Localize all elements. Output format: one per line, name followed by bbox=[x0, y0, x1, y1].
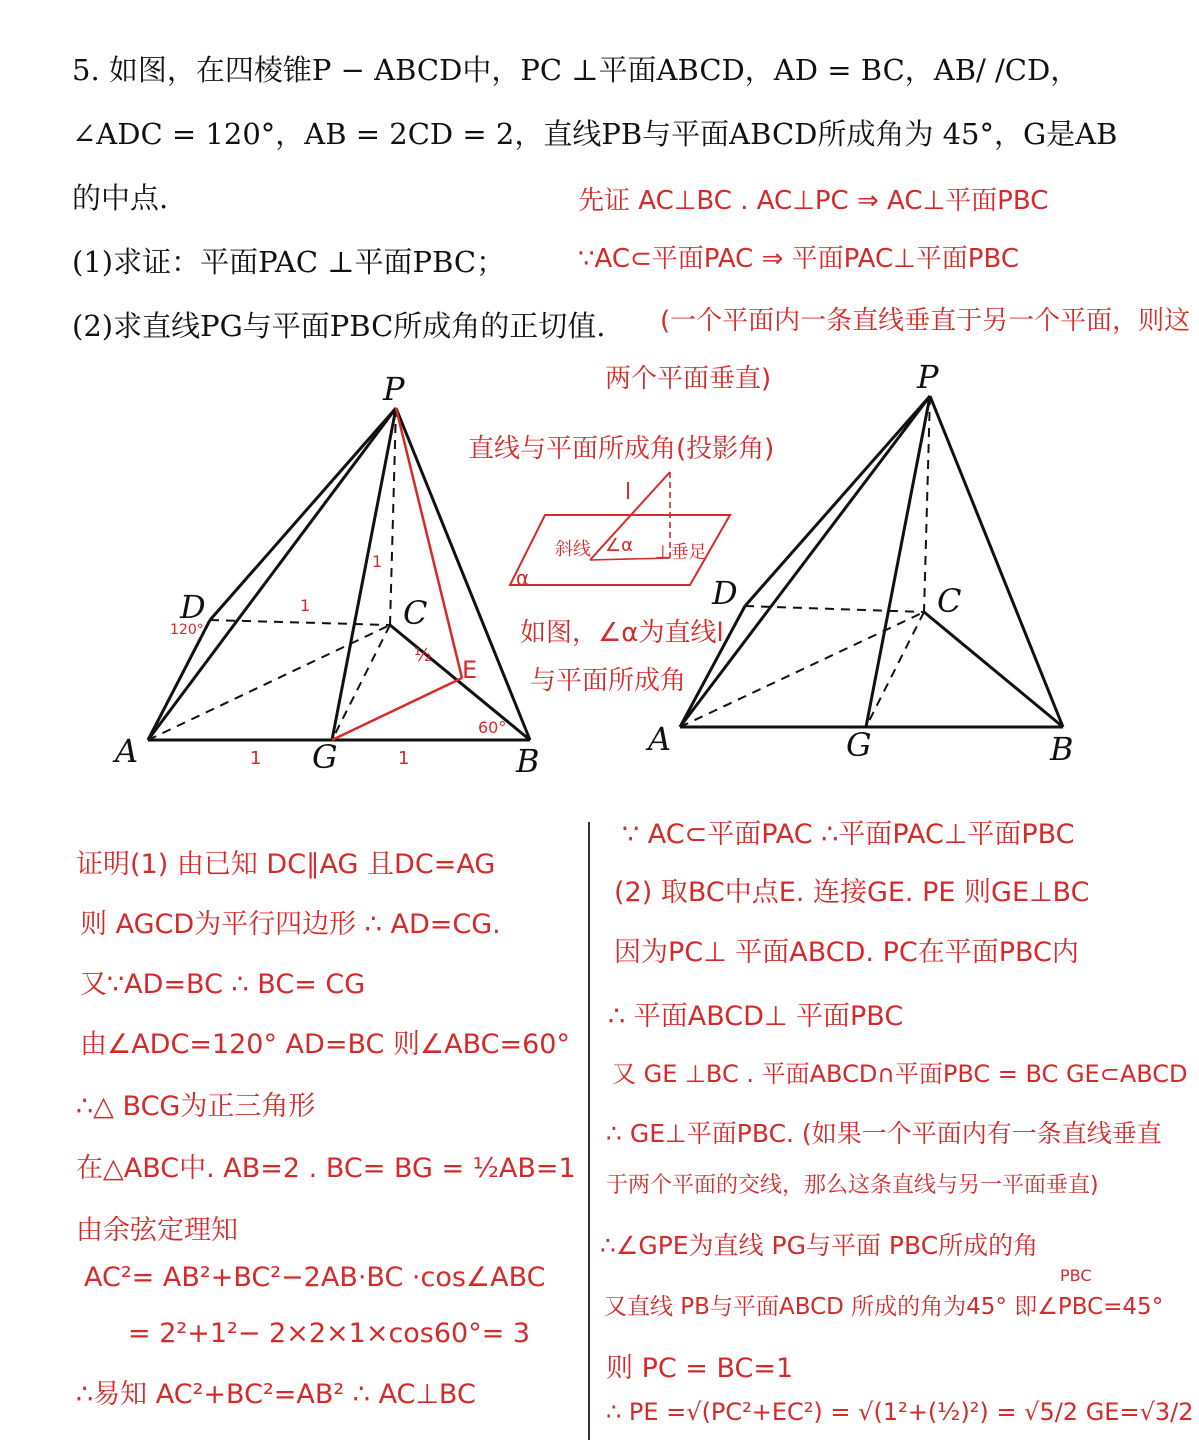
annot-half: ½ bbox=[414, 645, 432, 666]
problem-part-1: (1)求证：平面PAC ⊥平面PBC； bbox=[72, 245, 506, 279]
sketch-label-plane: α bbox=[516, 566, 530, 590]
annot-ag-1: 1 bbox=[250, 748, 262, 769]
label-C-right: C bbox=[937, 582, 962, 620]
sketch-label-perp: ⊥垂足 bbox=[655, 542, 707, 563]
sol-right-1: ∵ AC⊂平面PAC ∴平面PAC⊥平面PBC bbox=[622, 819, 1075, 850]
sol-left-10: ∴易知 AC²+BC²=AB² ∴ AC⊥BC bbox=[76, 1379, 476, 1410]
sol-left-8: AC²= AB²+BC²−2AB·BC ·cos∠ABC bbox=[84, 1262, 546, 1293]
label-P-left: P bbox=[383, 370, 405, 408]
sol-left-4: 由∠ADC=120° AD=BC 则∠ABC=60° bbox=[80, 1029, 570, 1060]
annot-pc-1: 1 bbox=[372, 552, 383, 571]
sol-right-2: (2) 取BC中点E. 连接GE. PE 则GE⊥BC bbox=[614, 877, 1090, 908]
sol-right-5: 又 GE ⊥BC . 平面ABCD∩平面PBC = BC GE⊂ABCD bbox=[612, 1060, 1188, 1088]
problem-line-1: 5. 如图，在四棱锥P − ABCD中，PC ⊥平面ABCD，AD = BC，AB/ /CD， bbox=[72, 53, 1080, 87]
sol-right-7: 于两个平面的交线，那么这条直线与另一平面垂直) bbox=[606, 1173, 1099, 1198]
pyramid-figure-left bbox=[0, 0, 600, 800]
sketch-label-slant: 斜线 bbox=[555, 539, 591, 560]
sol-right-9-sup: PBC bbox=[1060, 1266, 1092, 1285]
label-E-left: E bbox=[462, 656, 478, 684]
sol-right-11: ∴ PE =√(PC²+EC²) = √(1²+(½)²) = √5/2 GE=√3/2 bbox=[606, 1398, 1194, 1426]
sol-right-8: ∴∠GPE为直线 PG与平面 PBC所成的角 bbox=[600, 1231, 1039, 1260]
annot-120: 120° bbox=[170, 622, 204, 638]
label-P-right: P bbox=[917, 358, 939, 396]
sol-left-3: 又∵AD=BC ∴ BC= CG bbox=[80, 969, 366, 1000]
sol-right-3: 因为PC⊥ 平面ABCD. PC在平面PBC内 bbox=[614, 937, 1079, 968]
label-G-right: G bbox=[846, 726, 872, 764]
note-angle-def: 直线与平面所成角(投影角) bbox=[468, 434, 775, 464]
pyramid-figure-right bbox=[600, 0, 1199, 800]
label-G-left: G bbox=[312, 738, 338, 776]
note-theorem-2: 两个平面垂直) bbox=[605, 364, 772, 394]
note-angle-desc-2: 与平面所成角 bbox=[530, 666, 687, 696]
label-A-right: A bbox=[648, 720, 672, 758]
column-divider bbox=[588, 822, 590, 1440]
annot-dc-1: 1 bbox=[300, 596, 311, 615]
label-D-right: D bbox=[712, 574, 738, 612]
sol-left-1: 证明(1) 由已知 DC∥AG 且DC=AG bbox=[76, 849, 496, 880]
sketch-label-l: l bbox=[625, 480, 632, 505]
annot-60: 60° bbox=[478, 718, 507, 737]
problem-line-3: 的中点. bbox=[72, 181, 169, 215]
problem-line-2: ∠ADC = 120°，AB = 2CD = 2，直线PB与平面ABCD所成角为 45°，G是AB bbox=[72, 117, 1118, 151]
note-prove-ac-perp: 先证 AC⊥BC . AC⊥PC ⇒ AC⊥平面PBC bbox=[578, 186, 1049, 216]
label-A-left: A bbox=[115, 732, 139, 770]
sol-left-7: 由余弦定理知 bbox=[76, 1215, 238, 1246]
sol-left-5: ∴△ BCG为正三角形 bbox=[76, 1091, 316, 1122]
sol-right-6: ∴ GE⊥平面PBC. (如果一个平面内有一条直线垂直 bbox=[606, 1119, 1162, 1148]
sol-left-2: 则 AGCD为平行四边形 ∴ AD=CG. bbox=[80, 909, 501, 940]
label-C-left: C bbox=[403, 594, 428, 632]
note-plane-perp: ∵AC⊂平面PAC ⇒ 平面PAC⊥平面PBC bbox=[578, 244, 1019, 274]
note-angle-desc-1: 如图，∠α为直线l bbox=[520, 618, 724, 648]
problem-part-2: (2)求直线PG与平面PBC所成角的正切值. bbox=[72, 309, 606, 343]
annot-gb-1: 1 bbox=[398, 748, 410, 769]
sol-right-9: 又直线 PB与平面ABCD 所成的角为45° 即∠PBC=45° bbox=[604, 1294, 1164, 1320]
sol-left-6: 在△ABC中. AB=2 . BC= BG = ½AB=1 bbox=[76, 1153, 576, 1184]
label-B-left: B bbox=[516, 742, 540, 780]
label-B-right: B bbox=[1050, 730, 1074, 768]
sol-right-4: ∴ 平面ABCD⊥ 平面PBC bbox=[608, 1001, 904, 1032]
note-theorem-1: (一个平面内一条直线垂直于另一个平面，则这 bbox=[660, 306, 1191, 336]
sketch-label-alpha: ∠α bbox=[605, 535, 634, 556]
sol-left-9: = 2²+1²− 2×2×1×cos60°= 3 bbox=[128, 1318, 531, 1349]
sol-right-10: 则 PC = BC=1 bbox=[606, 1353, 794, 1384]
label-D-left: D bbox=[180, 588, 206, 626]
